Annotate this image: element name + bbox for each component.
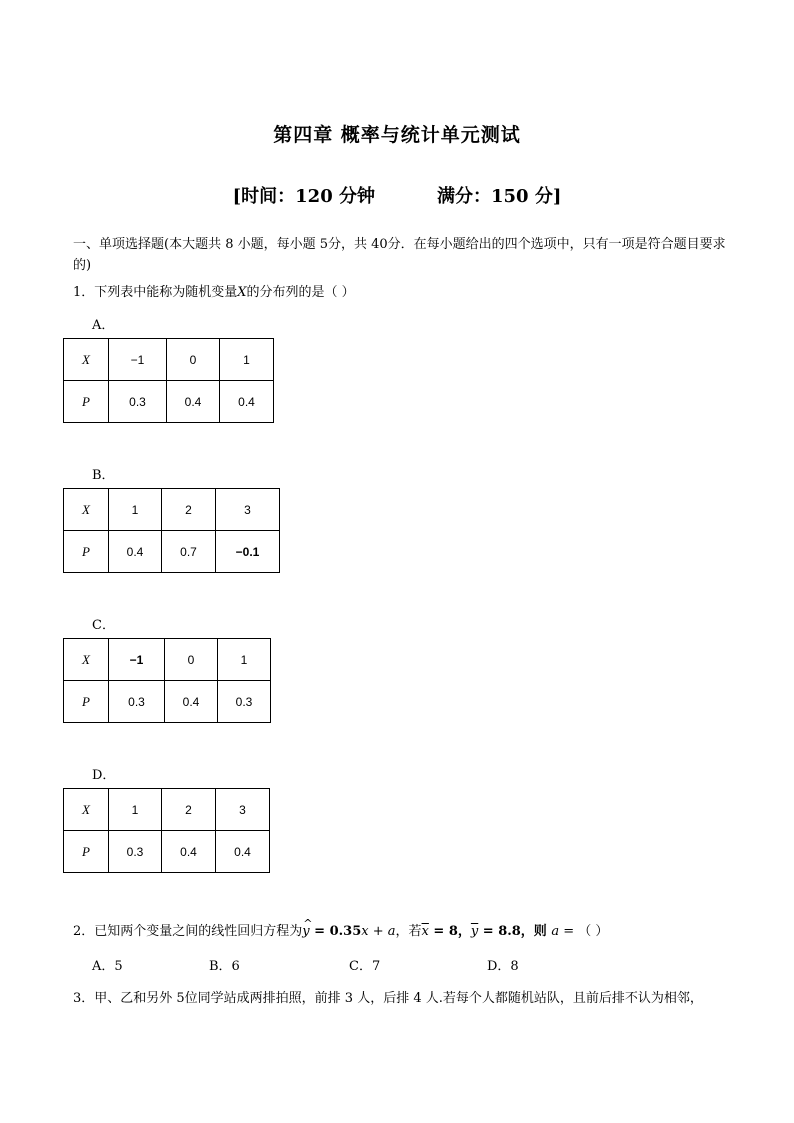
table-cell: 1 xyxy=(109,789,162,831)
time-limit: [时间：120 分钟 xyxy=(232,186,375,207)
table-cell: 0.7 xyxy=(162,531,216,573)
option-a-label: A． xyxy=(92,318,115,333)
table-cell: P xyxy=(64,831,109,873)
table-cell: 0.3 xyxy=(218,681,271,723)
question-1-stem: 1．下列表中能称为随机变量X的分布列的是（ ） xyxy=(73,285,355,300)
table-cell: 0.4 xyxy=(220,381,274,423)
choice-d: D．8 xyxy=(487,959,519,974)
section-instructions: 一、单项选择题(本大题共 8 小题，每小题 5分，共 40分．在每小题给出的四个选项中，只有一项是符合题目要求的) xyxy=(73,237,726,273)
table-row xyxy=(64,639,271,681)
table-cell: 3 xyxy=(216,789,270,831)
table-row xyxy=(64,831,270,873)
table-cell: 0.4 xyxy=(109,531,162,573)
choice-c: C．7 xyxy=(349,959,381,974)
table-cell: P xyxy=(64,381,109,423)
table-cell: 0.4 xyxy=(216,831,270,873)
option-c-label: C． xyxy=(92,618,115,633)
table-cell: −0.1 xyxy=(216,531,280,573)
option-b-label: B． xyxy=(92,468,115,483)
table-cell: X xyxy=(64,639,109,681)
table-row xyxy=(64,339,274,381)
table-cell: 1 xyxy=(109,489,162,531)
exam-info xyxy=(0,182,794,208)
table-cell: X xyxy=(64,789,109,831)
choice-a: A．5 xyxy=(92,959,123,974)
table-row xyxy=(64,681,271,723)
table-cell: 0.3 xyxy=(109,681,165,723)
option-a-table xyxy=(63,338,274,423)
table-cell: P xyxy=(64,681,109,723)
page-title: 第四章 概率与统计单元测试 xyxy=(273,124,521,146)
table-cell: 0 xyxy=(167,339,220,381)
table-row xyxy=(64,489,280,531)
option-b-table xyxy=(63,488,280,573)
table-cell: 1 xyxy=(218,639,271,681)
table-cell: 0.3 xyxy=(109,831,162,873)
full-score: 满分：150 分] xyxy=(437,186,562,207)
table-cell: X xyxy=(64,339,109,381)
option-c-table xyxy=(63,638,271,723)
table-cell: −1 xyxy=(109,339,167,381)
table-cell: X xyxy=(64,489,109,531)
option-d-label: D． xyxy=(92,768,116,783)
table-cell: P xyxy=(64,531,109,573)
table-cell: −1 xyxy=(109,639,165,681)
table-cell: 0.4 xyxy=(162,831,216,873)
table-cell: 3 xyxy=(216,489,280,531)
table-cell: 2 xyxy=(162,789,216,831)
table-cell: 0.4 xyxy=(165,681,218,723)
choice-b: B．6 xyxy=(209,959,240,974)
table-row xyxy=(64,789,270,831)
table-cell: 0 xyxy=(165,639,218,681)
question-2-stem: 2．已知两个变量之间的线性回归方程为^ y = 0.35x + a，若$\overline{x} = 8$，$\overline{y} = 8.8$，则 a = （ ） xyxy=(73,921,608,942)
table-cell: 0.3 xyxy=(109,381,167,423)
table-row xyxy=(64,531,280,573)
table-cell: 1 xyxy=(220,339,274,381)
question-3-stem: 3．甲、乙和另外 5位同学站成两排拍照，前排 3 人，后排 4 人.若每个人都随机站队，且前后排不认为相邻， xyxy=(73,991,703,1006)
table-cell: 0.4 xyxy=(167,381,220,423)
table-row xyxy=(64,381,274,423)
option-d-table xyxy=(63,788,270,873)
question-2-choices xyxy=(92,956,519,977)
table-cell: 2 xyxy=(162,489,216,531)
